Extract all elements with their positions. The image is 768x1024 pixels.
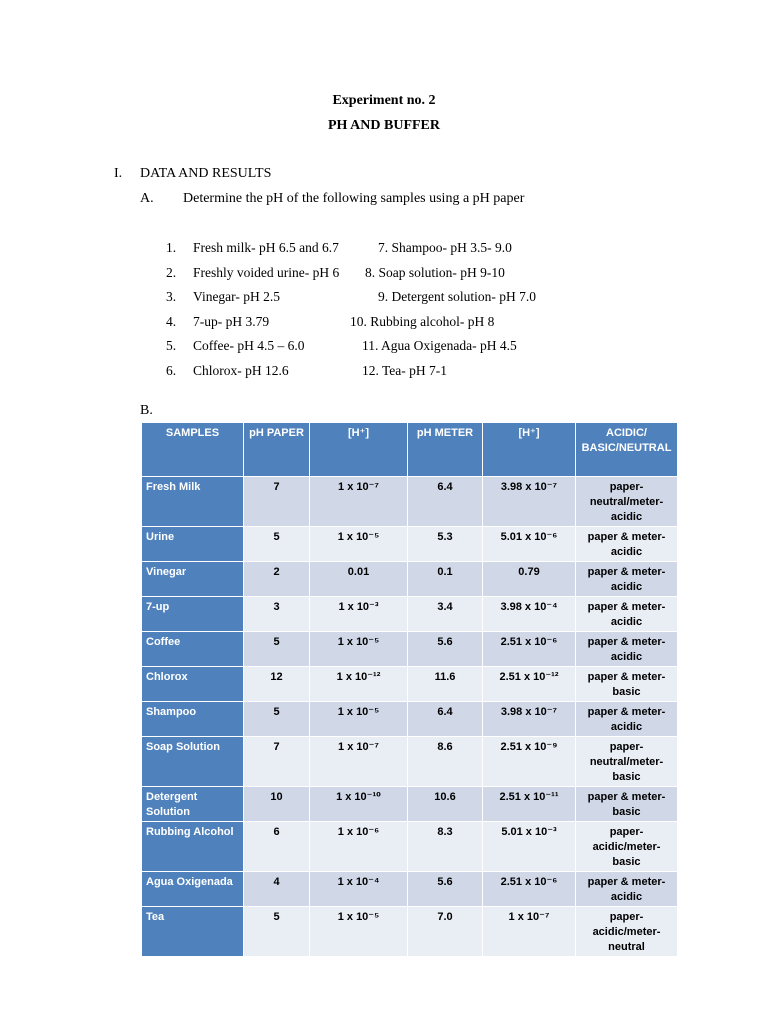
section-numeral: I. [114, 166, 123, 181]
ph-paper-cell: 6 [244, 822, 310, 872]
sample-cell: Agua Oxigenada [142, 872, 244, 907]
table-row [142, 872, 678, 907]
classification-cell: paper & meter-acidic [576, 562, 678, 597]
ph-meter-cell: 0.1 [408, 562, 483, 597]
h-paper-cell: 1 x 10⁻¹² [310, 667, 408, 702]
h-meter-cell: 3.98 x 10⁻⁴ [483, 597, 576, 632]
h-paper-cell: 1 x 10⁻⁶ [310, 822, 408, 872]
ph-paper-cell: 12 [244, 667, 310, 702]
h-meter-cell: 2.51 x 10⁻⁹ [483, 737, 576, 787]
h-meter-cell: 0.79 [483, 562, 576, 597]
ph-meter-cell: 11.6 [408, 667, 483, 702]
column-header-classification: ACIDIC/ BASIC/NEUTRAL [576, 423, 678, 477]
h-paper-cell: 1 x 10⁻⁵ [310, 632, 408, 667]
classification-cell: paper & meter-basic [576, 667, 678, 702]
ph-meter-cell: 8.6 [408, 737, 483, 787]
list-item: Freshly voided urine- pH 6 [193, 265, 340, 280]
list-item: 12. Tea- pH 7-1 [362, 363, 448, 378]
list-item-number: 1. [166, 240, 177, 255]
list-item: Chlorox- pH 12.6 [193, 363, 289, 378]
h-meter-cell: 2.51 x 10⁻⁶ [483, 872, 576, 907]
classification-cell: paper-neutral/meter-acidic [576, 477, 678, 527]
table-row [142, 667, 678, 702]
h-paper-cell: 1 x 10⁻⁷ [310, 737, 408, 787]
list-item-number: 5. [166, 338, 177, 353]
h-paper-cell: 1 x 10⁻⁵ [310, 907, 408, 957]
classification-cell: paper & meter-acidic [576, 527, 678, 562]
ph-paper-cell: 5 [244, 527, 310, 562]
h-meter-cell: 2.51 x 10⁻¹² [483, 667, 576, 702]
h-paper-cell: 1 x 10⁻³ [310, 597, 408, 632]
ph-paper-cell: 3 [244, 597, 310, 632]
h-paper-cell: 1 x 10⁻⁵ [310, 527, 408, 562]
classification-cell: paper & meter-basic [576, 787, 678, 822]
table-row [142, 907, 678, 957]
sample-cell: Detergent Solution [142, 787, 244, 822]
ph-meter-cell: 10.6 [408, 787, 483, 822]
ph-paper-cell: 5 [244, 907, 310, 957]
list-item-number: 3. [166, 289, 177, 304]
list-item: 11. Agua Oxigenada- pH 4.5 [362, 338, 517, 353]
ph-paper-cell: 7 [244, 737, 310, 787]
list-item-number: 6. [166, 363, 177, 378]
list-item: 7. Shampoo- pH 3.5- 9.0 [378, 240, 512, 255]
column-header-h-concentration-meter: [H⁺] [483, 423, 576, 477]
column-header-h-concentration-paper: [H⁺] [310, 423, 408, 477]
h-paper-cell: 1 x 10⁻¹⁰ [310, 787, 408, 822]
h-meter-cell: 3.98 x 10⁻⁷ [483, 477, 576, 527]
classification-cell: paper & meter-acidic [576, 872, 678, 907]
ph-paper-cell: 2 [244, 562, 310, 597]
h-meter-cell: 3.98 x 10⁻⁷ [483, 702, 576, 737]
h-meter-cell: 5.01 x 10⁻⁶ [483, 527, 576, 562]
ph-meter-cell: 3.4 [408, 597, 483, 632]
section-heading: DATA AND RESULTS [140, 166, 272, 181]
ph-meter-cell: 8.3 [408, 822, 483, 872]
sample-cell: Soap Solution [142, 737, 244, 787]
classification-cell: paper & meter-acidic [576, 597, 678, 632]
list-item: 8. Soap solution- pH 9-10 [365, 265, 505, 280]
ph-meter-cell: 6.4 [408, 702, 483, 737]
h-meter-cell: 1 x 10⁻⁷ [483, 907, 576, 957]
list-item-number: 2. [166, 265, 177, 280]
table-row [142, 562, 678, 597]
part-b-letter: B. [140, 403, 153, 418]
column-header-ph-meter: pH METER [408, 423, 483, 477]
document-subtitle: PH AND BUFFER [328, 118, 440, 133]
table-header-row [142, 423, 678, 477]
ph-meter-cell: 6.4 [408, 477, 483, 527]
part-a-instruction: Determine the pH of the following samples using a pH paper [183, 191, 525, 206]
ph-paper-cell: 5 [244, 632, 310, 667]
table-row [142, 737, 678, 787]
sample-cell: 7-up [142, 597, 244, 632]
ph-meter-cell: 5.6 [408, 632, 483, 667]
table-row [142, 822, 678, 872]
sample-cell: Chlorox [142, 667, 244, 702]
ph-meter-cell: 5.6 [408, 872, 483, 907]
table-body [142, 477, 678, 957]
sample-list [0, 240, 768, 390]
list-item: Vinegar- pH 2.5 [193, 289, 281, 304]
column-header-samples: SAMPLES [142, 423, 244, 477]
table-row [142, 527, 678, 562]
ph-paper-cell: 5 [244, 702, 310, 737]
classification-cell: paper-neutral/meter-basic [576, 737, 678, 787]
column-header-ph-paper: pH PAPER [244, 423, 310, 477]
h-paper-cell: 1 x 10⁻⁷ [310, 477, 408, 527]
part-a-letter: A. [140, 191, 154, 206]
classification-cell: paper & meter-acidic [576, 702, 678, 737]
classification-cell: paper & meter-acidic [576, 632, 678, 667]
table-row [142, 477, 678, 527]
sample-cell: Fresh Milk [142, 477, 244, 527]
table-row [142, 702, 678, 737]
table-row [142, 597, 678, 632]
document-title: Experiment no. 2 [332, 93, 436, 108]
ph-paper-cell: 10 [244, 787, 310, 822]
h-paper-cell: 1 x 10⁻⁴ [310, 872, 408, 907]
h-meter-cell: 2.51 x 10⁻¹¹ [483, 787, 576, 822]
sample-cell: Vinegar [142, 562, 244, 597]
ph-paper-cell: 7 [244, 477, 310, 527]
classification-cell: paper-acidic/meter-basic [576, 822, 678, 872]
h-meter-cell: 5.01 x 10⁻³ [483, 822, 576, 872]
classification-cell: paper-acidic/meter-neutral [576, 907, 678, 957]
sample-cell: Urine [142, 527, 244, 562]
table-row [142, 787, 678, 822]
h-paper-cell: 0.01 [310, 562, 408, 597]
ph-meter-cell: 7.0 [408, 907, 483, 957]
sample-cell: Rubbing Alcohol [142, 822, 244, 872]
list-item: 10. Rubbing alcohol- pH 8 [350, 314, 495, 329]
h-meter-cell: 2.51 x 10⁻⁶ [483, 632, 576, 667]
sample-cell: Coffee [142, 632, 244, 667]
list-item: 9. Detergent solution- pH 7.0 [378, 289, 536, 304]
ph-meter-cell: 5.3 [408, 527, 483, 562]
ph-paper-cell: 4 [244, 872, 310, 907]
list-item: 7-up- pH 3.79 [193, 314, 270, 329]
list-item: Fresh milk- pH 6.5 and 6.7 [193, 240, 339, 255]
list-item-number: 4. [166, 314, 177, 329]
table-row [142, 632, 678, 667]
list-item: Coffee- pH 4.5 – 6.0 [193, 338, 305, 353]
sample-cell: Shampoo [142, 702, 244, 737]
sample-cell: Tea [142, 907, 244, 957]
results-table [141, 422, 678, 957]
h-paper-cell: 1 x 10⁻⁵ [310, 702, 408, 737]
